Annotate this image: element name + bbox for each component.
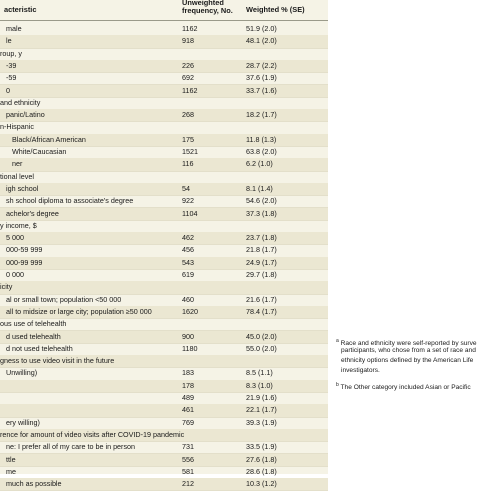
frequency-cell: 543 [182, 257, 194, 267]
table-row [0, 343, 328, 356]
table-row [0, 380, 328, 393]
row-label: achelor's degree [6, 208, 59, 218]
row-label: 0 [6, 85, 10, 95]
category-label: tional level [0, 171, 34, 181]
frequency-cell: 54 [182, 183, 190, 193]
table-row [0, 294, 328, 307]
table-row [0, 146, 328, 159]
weighted-percent-cell: 78.4 (1.7) [246, 306, 277, 316]
frequency-cell: 226 [182, 60, 194, 70]
weighted-percent-cell: 39.3 (1.9) [246, 417, 277, 427]
table-row [0, 85, 328, 98]
row-label: ery willing) [6, 417, 40, 427]
footnote-b-marker: b [336, 382, 339, 388]
weighted-percent-cell: 21.9 (1.6) [246, 393, 277, 402]
row-label: al or small town; population <50 000 [6, 294, 122, 304]
table-row [0, 195, 328, 208]
row-label: ne: I prefer all of my care to be in person [6, 442, 136, 452]
weighted-percent-cell: 8.3 (1.0) [246, 380, 273, 390]
table-row [0, 281, 328, 294]
footnote-a-line4: investigators. [341, 367, 380, 374]
weighted-percent-cell: 37.3 (1.8) [246, 208, 277, 218]
table-row [0, 208, 328, 221]
row-label: 000-59 999 [6, 245, 43, 255]
weighted-percent-cell: 21.6 (1.7) [246, 294, 277, 304]
frequency-cell: 619 [182, 270, 194, 279]
weighted-percent-cell: 27.6 (1.8) [246, 454, 277, 464]
weighted-percent-cell: 45.0 (2.0) [246, 331, 277, 341]
table-row [0, 23, 328, 36]
weighted-percent-cell: 51.9 (2.0) [246, 24, 277, 33]
table-row [0, 454, 328, 467]
weighted-percent-cell: 8.1 (1.4) [246, 183, 273, 193]
table-row [0, 183, 328, 196]
table-footnotes [336, 0, 477, 474]
table-row [0, 244, 328, 257]
frequency-cell: 178 [182, 380, 194, 390]
row-label: male [6, 24, 22, 33]
frequency-cell: 175 [182, 134, 194, 144]
footnote-b [336, 380, 471, 393]
table-row [0, 269, 328, 282]
table-row [0, 318, 328, 331]
table-row [0, 60, 328, 73]
footnote-b-line1: The Other category included Asian or Pacific [340, 384, 471, 392]
footnote-a-line3: ethnicity options defined by the American Life [341, 357, 474, 364]
frequency-cell: 116 [182, 159, 194, 169]
weighted-percent-cell: 6.2 (1.0) [246, 159, 273, 169]
frequency-cell: 692 [182, 73, 194, 83]
frequency-cell: 769 [182, 417, 194, 427]
table-row [0, 306, 328, 319]
frequency-cell: 1180 [182, 343, 198, 353]
table-row [0, 466, 328, 479]
row-label: ner [12, 159, 23, 169]
table-row [0, 48, 328, 61]
row-label: Unwilling) [6, 368, 38, 378]
frequency-cell: 456 [182, 245, 194, 255]
row-label: all to midsize or large city; population ≥50 000 [6, 306, 152, 316]
weighted-percent-cell: 10.3 (1.2) [246, 479, 277, 489]
table-row [0, 97, 328, 110]
header-frequency: Unweighted frequency, No. [182, 0, 233, 15]
footnote-a-marker: a [336, 338, 339, 344]
weighted-percent-cell: 29.7 (1.8) [246, 270, 277, 279]
frequency-cell: 918 [182, 36, 194, 46]
header-characteristic: acteristic [4, 5, 37, 14]
table-row [0, 417, 328, 430]
row-label: me [6, 466, 16, 476]
weighted-percent-cell: 18.2 (1.7) [246, 110, 277, 120]
row-label: d not used telehealth [6, 343, 73, 353]
row-label: panic/Latino [6, 110, 45, 120]
frequency-cell: 1521 [182, 147, 198, 156]
table-row [0, 392, 328, 405]
table-row [0, 441, 328, 454]
table-row [0, 220, 328, 233]
category-label: rence for amount of video visits after COVID-19 pandemic [0, 429, 185, 439]
frequency-cell: 183 [182, 368, 194, 378]
row-label: 000-99 999 [6, 257, 43, 267]
table-row [0, 171, 328, 184]
weighted-percent-cell: 63.8 (2.0) [246, 147, 277, 156]
frequency-cell: 1162 [182, 24, 198, 33]
row-label: -59 [6, 73, 17, 83]
row-label: White/Caucasian [12, 147, 67, 156]
row-label: igh school [6, 183, 39, 193]
frequency-cell: 1162 [182, 85, 198, 95]
category-label: ous use of telehealth [0, 319, 67, 329]
row-label: le [6, 36, 12, 46]
footnote-a-line1: Race and ethnicity were self-reported by surve [340, 340, 477, 348]
row-label: ttle [6, 454, 16, 464]
weighted-percent-cell: 28.7 (2.2) [246, 60, 277, 70]
table-row [0, 331, 328, 344]
weighted-percent-cell: 23.7 (1.8) [246, 233, 277, 243]
table-row [0, 158, 328, 171]
frequency-cell: 212 [182, 479, 194, 489]
weighted-percent-cell: 54.6 (2.0) [246, 196, 277, 206]
footnote-a-line2: participants, who chose from a set of race and [341, 347, 476, 354]
frequency-cell: 489 [182, 393, 194, 402]
table-row [0, 404, 328, 417]
row-label: 0 000 [6, 270, 24, 279]
table-header [0, 0, 328, 21]
frequency-cell: 460 [182, 294, 194, 304]
weighted-percent-cell: 8.5 (1.1) [246, 368, 273, 378]
weighted-percent-cell: 48.1 (2.0) [246, 36, 277, 46]
weighted-percent-cell: 22.1 (1.7) [246, 405, 277, 415]
frequency-cell: 462 [182, 233, 194, 243]
table-row [0, 367, 328, 380]
weighted-percent-cell: 28.6 (1.8) [246, 466, 277, 476]
table-row [0, 72, 328, 85]
weighted-percent-cell: 33.7 (1.6) [246, 85, 277, 95]
frequency-cell: 461 [182, 405, 194, 415]
header-weighted: Weighted % (SE) [246, 5, 305, 14]
table-row [0, 134, 328, 147]
category-label: roup, y [0, 48, 22, 58]
row-label: much as possible [6, 479, 62, 489]
frequency-cell: 268 [182, 110, 194, 120]
table-row [0, 35, 328, 48]
category-label: y income, $ [0, 220, 37, 230]
row-label: 5 000 [6, 233, 24, 243]
frequency-cell: 900 [182, 331, 194, 341]
category-label: icity [0, 282, 13, 292]
frequency-cell: 731 [182, 442, 194, 452]
weighted-percent-cell: 55.0 (2.0) [246, 343, 277, 353]
category-label: gness to use video visit in the future [0, 356, 115, 366]
table-row [0, 429, 328, 442]
table-row [0, 232, 328, 245]
row-label: d used telehealth [6, 331, 61, 341]
table-row [0, 121, 328, 134]
weighted-percent-cell: 33.5 (1.9) [246, 442, 277, 452]
frequency-cell: 581 [182, 466, 194, 476]
row-label: Black/African American [12, 134, 86, 144]
weighted-percent-cell: 24.9 (1.7) [246, 257, 277, 267]
table-row [0, 257, 328, 270]
table-row [0, 355, 328, 368]
table-row [0, 109, 328, 122]
weighted-percent-cell: 37.6 (1.9) [246, 73, 277, 83]
row-label: sh school diploma to associate's degree [6, 196, 134, 206]
category-label: and ethnicity [0, 97, 41, 107]
frequency-cell: 922 [182, 196, 194, 206]
weighted-percent-cell: 11.8 (1.3) [246, 134, 277, 144]
frequency-cell: 556 [182, 454, 194, 464]
frequency-cell: 1620 [182, 306, 198, 316]
table-row [0, 478, 328, 491]
category-label: n-Hispanic [0, 122, 34, 132]
frequency-cell: 1104 [182, 208, 198, 218]
weighted-percent-cell: 21.8 (1.7) [246, 245, 277, 255]
row-label: -39 [6, 60, 17, 70]
